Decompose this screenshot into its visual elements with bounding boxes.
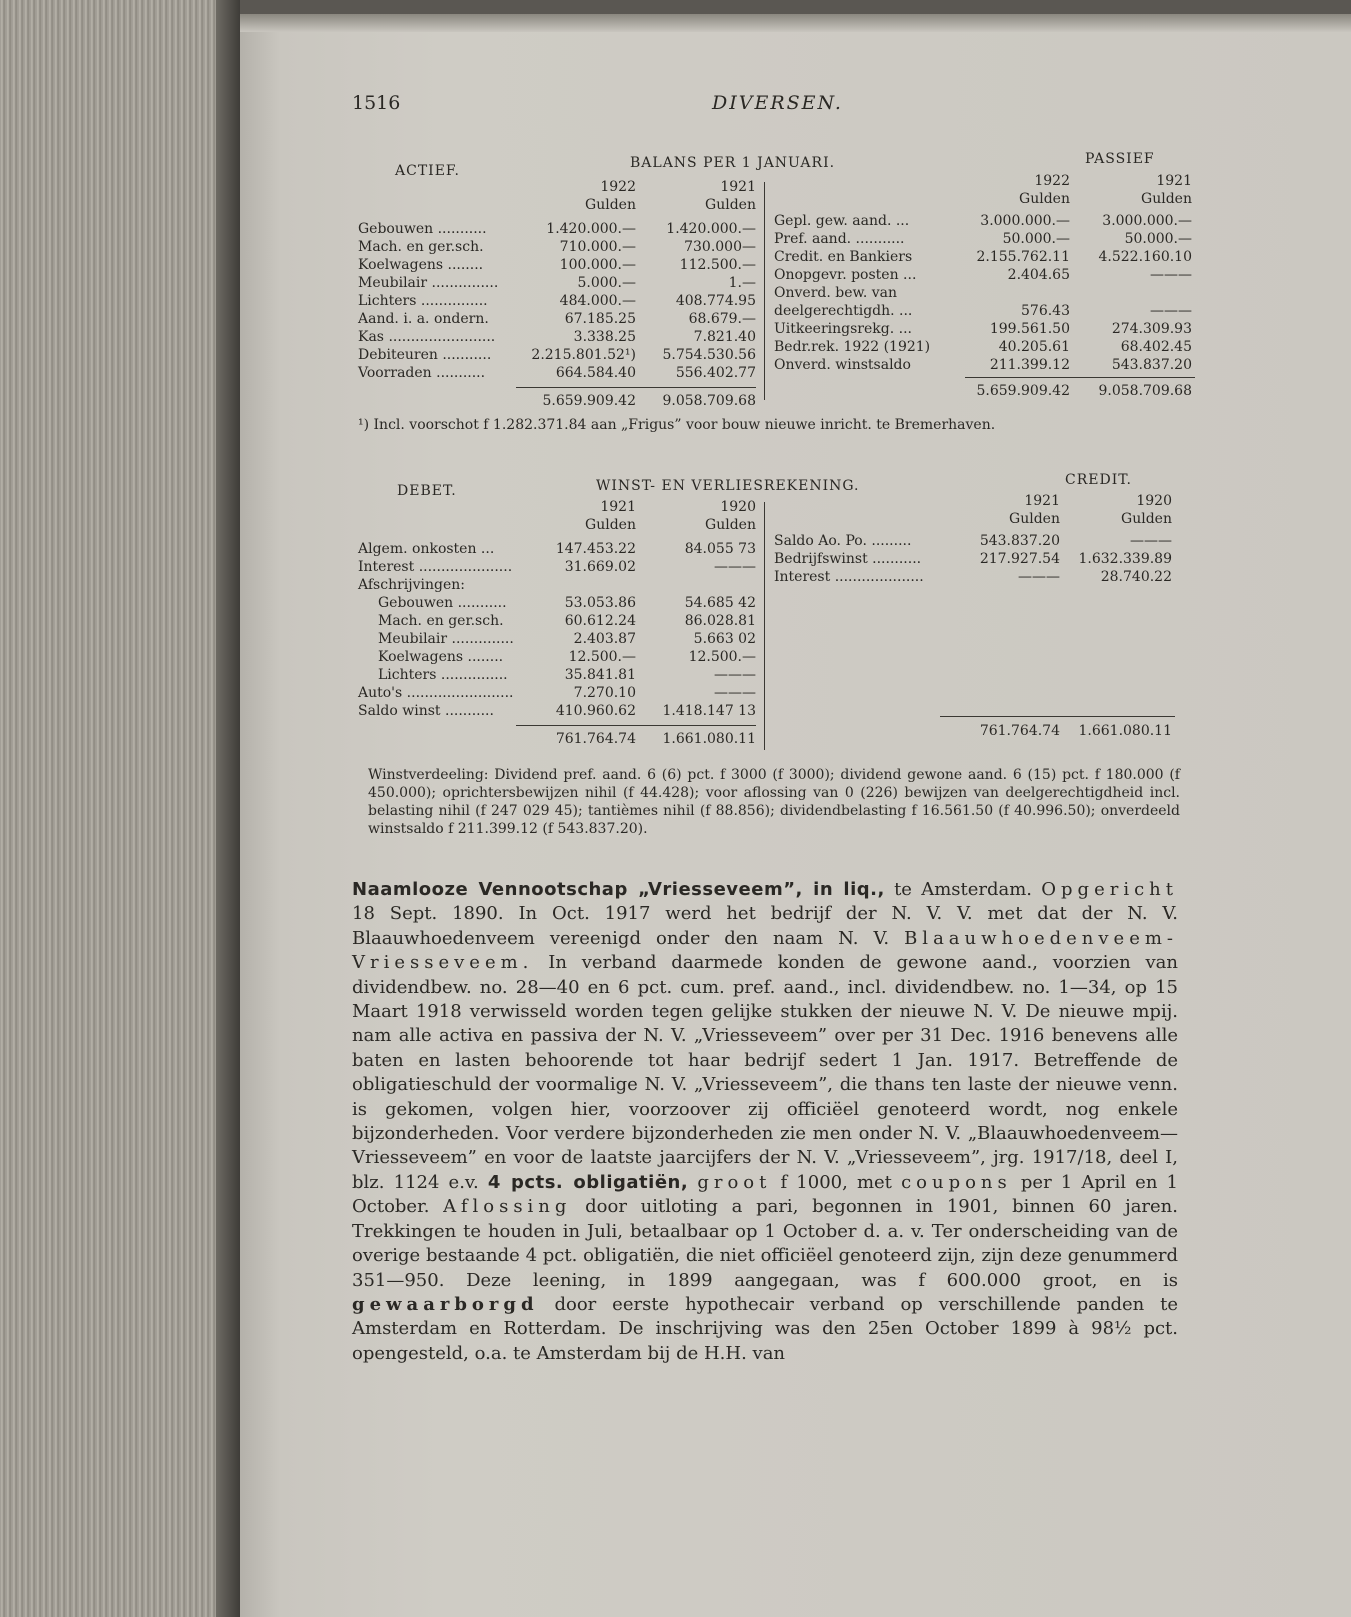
balance-passief-label: Credit. en Bankiers [774, 249, 913, 265]
balance-passief-value: 4.522.160.10 [1098, 249, 1192, 265]
article-text: per 1 April en 1 October. [352, 1171, 1178, 1218]
book-page [240, 14, 1351, 1617]
balance-passief-total: 5.659.909.42 [976, 383, 1070, 399]
balance-passief-total: 9.058.709.68 [1098, 383, 1192, 399]
book-page-edges [0, 0, 240, 1617]
balance-caption: BALANS PER 1 JANUARI. [630, 155, 836, 171]
pl-debet-value: 35.841.81 [564, 667, 636, 683]
balance-year-header: 1921 [1156, 173, 1192, 189]
pl-credit-total: 1.661.080.11 [1078, 723, 1172, 739]
pl-debet-label: Auto's ........................ [358, 685, 514, 701]
article-text: f 1000, met [771, 1171, 902, 1193]
pl-debet-label: Lichters ............... [378, 667, 508, 683]
balance-actief-label: Mach. en ger.sch. [358, 239, 484, 255]
article-text: 18 Sept. 1890. In Oct. 1917 werd het bedrijf der N. V. V. met dat der N. V. Blaauwhoedenveem vereenigd onder den naam N. V. [352, 903, 1178, 949]
balance-actief-value: 730.000— [684, 239, 756, 255]
balance-actief-value: 7.821.40 [693, 329, 756, 345]
balance-actief-value: 484.000.— [559, 293, 636, 309]
balance-passief-value: 2.404.65 [1007, 267, 1070, 283]
balance-passief-value: 199.561.50 [989, 321, 1070, 337]
balance-actief-label: Aand. i. a. ondern. [358, 311, 489, 327]
article-text: door eerste hypothecair verband op verschillende panden te Amsterdam en Rotterdam. De inschrijving was den 25en October 1899 à 98½ pct. opengesteld, o.a. te Amsterdam bij de H.H. van [352, 1293, 1178, 1364]
article-spaced-term: Opgericht [1041, 879, 1179, 900]
pl-year-header: 1921 [1024, 493, 1060, 509]
pl-debet-label: Gebouwen ........... [378, 595, 507, 611]
company-heading: Naamlooze Vennootschap „Vriesseveem”, in liq., [352, 879, 885, 900]
balance-actief-value: 5.754.530.56 [662, 347, 756, 363]
pl-credit-value: 28.740.22 [1100, 569, 1172, 585]
balance-actief-label: Lichters ............... [358, 293, 488, 309]
balance-actief-value: 710.000.— [559, 239, 636, 255]
pl-credit-total: 761.764.74 [979, 723, 1060, 739]
winstverdeeling: Winstverdeeling: Dividend pref. aand. 6 (6) pct. f 3000 (f 3000); dividend gewone aand. 6 (15) pct. f 180.000 (f 450.000); oprichtersbewijzen nihil (f 44.428); voor aflossing van 0 (226) bewijzen van deelgerechtigdheid incl. belasting nihil (f 247 029 45); tantièmes nihil (f 88.856); dividendbelasting f 16.561.50 (f 40.996.50); onverdeeld winstsaldo f 211.399.12 (f 543.837.20). [368, 767, 1180, 837]
pl-right-sum-rule [940, 716, 1175, 717]
balance-passief-label: Onverd. winstsaldo [774, 357, 911, 373]
pl-year-header: 1921 [600, 499, 636, 515]
pl-right-label: CREDIT. [1065, 472, 1132, 488]
balance-passief-value: 2.155.762.11 [976, 249, 1070, 265]
balance-passief-value: 3.000.000.— [980, 213, 1070, 229]
pl-unit-header: Gulden [585, 517, 636, 533]
balance-actief-label: Koelwagens ........ [358, 257, 484, 273]
pl-debet-value: 53.053.86 [564, 595, 636, 611]
company-article [352, 878, 1178, 1366]
pl-debet-value: 54.685 42 [684, 595, 756, 611]
article-text: te Amsterdam. [884, 879, 1042, 900]
balance-actief-value: 2.215.801.52¹) [531, 347, 636, 363]
article-text: In verband daarmede konden de gewone aand., voorzien van dividendbew. no. 28—40 en 6 pct. cum. pref. aand., incl. dividendbew. no. 1—34, op 15 Maart 1918 verwisseld worden tegen gelijke stukken der nieuwe N. V. De nieuwe mpij. nam alle activa en passiva der N. V. „Vriesseveem” over per 31 Dec. 1916 benevens alle baten en lasten behoorende tot haar bedrijf sedert 1 Jan. 1917. Betreffende de obligatieschuld der voormalige N. V. „Vriesseveem”, die thans ten laste der nieuwe venn. is gekomen, volgen hier, voorzoover zij officiëel genoteerd wordt, nog enkele bijzonderheden. Voor verdere bijzonderheden zie men onder N. V. „Blaauwhoedenveem—Vriesseveem” en voor de laatste jaarcijfers der N. V. „Vriesseveem”, jrg. 1917/18, deel I, blz. 1124 e.v. [352, 952, 1178, 1193]
balance-actief-value: 68.679.— [688, 311, 756, 327]
balance-passief-label: Gepl. gew. aand. ... [774, 213, 910, 229]
pl-debet-value: ——— [714, 559, 756, 575]
balance-actief-label: Voorraden ........... [358, 365, 486, 381]
pl-year-header: 1920 [1136, 493, 1172, 509]
bond-heading: 4 pcts. obligatiën, [487, 1171, 689, 1193]
article-spaced-term: groot [697, 1171, 772, 1193]
pl-unit-header: Gulden [705, 517, 756, 533]
pl-debet-value: 410.960.62 [555, 703, 636, 719]
pl-credit-label: Saldo Ao. Po. ......... [774, 533, 912, 549]
article-text: door uitloting a pari, begonnen in 1901, binnen 60 jaren. Trekkingen te houden in Juli, betaalbaar op 1 October d. a. v. Ter onderscheiding van de overige bestaande 4 pct. obligatiën, die niet officiëel genoteerd zijn, zijn deze genummerd 351—950. Deze leening, in 1899 aangegaan, was f 600.000 groot, en is [352, 1196, 1178, 1291]
pl-debet-value: 60.612.24 [564, 613, 636, 629]
pl-debet-value: 86.028.81 [684, 613, 756, 629]
balance-unit-header: Gulden [585, 197, 636, 213]
balance-passief-value: 40.205.61 [998, 339, 1070, 355]
pl-debet-label: Saldo winst ........... [358, 703, 494, 719]
pl-debet-value: 5.663 02 [693, 631, 756, 647]
balance-right-label: PASSIEF [1085, 151, 1155, 167]
balance-actief-label: Kas ........................ [358, 329, 496, 345]
balance-passief-label: Onopgevr. posten ... [774, 267, 917, 283]
pl-caption: WINST- EN VERLIESREKENING. [596, 478, 860, 494]
balance-actief-value: 556.402.77 [675, 365, 756, 381]
pl-credit-value: ——— [1130, 533, 1172, 549]
profit-loss-account [240, 14, 1351, 774]
pl-debet-total: 761.764.74 [555, 731, 636, 747]
balance-passief-label: Uitkeeringsrekg. ... [774, 321, 912, 337]
balance-passief-value: ——— [1150, 303, 1192, 319]
balance-passief-label: deelgerechtigdh. ... [774, 303, 913, 319]
pl-debet-label: Afschrijvingen: [358, 577, 465, 593]
pl-left-label: DEBET. [397, 483, 457, 499]
page-number: 1516 [352, 92, 401, 114]
balance-passief-label: Onverd. bew. van [774, 285, 897, 301]
pl-debet-value: ——— [714, 667, 756, 683]
pl-debet-label: Algem. onkosten ... [358, 541, 495, 557]
balance-passief-value: 274.309.93 [1111, 321, 1192, 337]
balance-actief-value: 112.500.— [679, 257, 756, 273]
balance-passief-value: 50.000.— [1124, 231, 1192, 247]
pl-debet-value: 7.270.10 [573, 685, 636, 701]
pl-debet-label: Interest ..................... [358, 559, 513, 575]
balance-unit-header: Gulden [1141, 191, 1192, 207]
balance-actief-label: Debiteuren ........... [358, 347, 492, 363]
balance-actief-total: 9.058.709.68 [662, 393, 756, 409]
balance-actief-total: 5.659.909.42 [542, 393, 636, 409]
pl-unit-header: Gulden [1009, 511, 1060, 527]
balance-actief-value: 1.420.000.— [666, 221, 756, 237]
pl-debet-value: 1.418.147 13 [662, 703, 756, 719]
pl-left-sum-rule [516, 725, 756, 726]
pl-debet-label: Mach. en ger.sch. [378, 613, 504, 629]
balance-actief-value: 67.185.25 [564, 311, 636, 327]
pl-debet-value: 12.500.— [568, 649, 636, 665]
pl-debet-value: 147.453.22 [555, 541, 636, 557]
balance-actief-value: 664.584.40 [555, 365, 636, 381]
balance-year-header: 1922 [1034, 173, 1070, 189]
pl-debet-value: 12.500.— [688, 649, 756, 665]
pl-debet-value: 31.669.02 [564, 559, 636, 575]
pl-unit-header: Gulden [1121, 511, 1172, 527]
pl-debet-value: 84.055 73 [684, 541, 756, 557]
pl-credit-value: 543.837.20 [979, 533, 1060, 549]
balance-left-label: ACTIEF. [395, 163, 460, 179]
pl-credit-value: 1.632.339.89 [1078, 551, 1172, 567]
balance-year-header: 1921 [720, 179, 756, 195]
pl-divider [764, 502, 765, 750]
pl-year-header: 1920 [720, 499, 756, 515]
pl-credit-value: 217.927.54 [979, 551, 1060, 567]
pl-credit-label: Bedrijfswinst ........... [774, 551, 922, 567]
pl-credit-label: Interest .................... [774, 569, 924, 585]
balance-actief-value: 1.420.000.— [546, 221, 636, 237]
balance-passief-value: ——— [1150, 267, 1192, 283]
balance-actief-value: 3.338.25 [573, 329, 636, 345]
pl-debet-value: ——— [714, 685, 756, 701]
balance-passief-value: 576.43 [1021, 303, 1070, 319]
balance-actief-label: Meubilair ............... [358, 275, 499, 291]
balance-footnote: ¹) Incl. voorschot f 1.282.371.84 aan „Frigus” voor bouw nieuwe inricht. te Bremerhaven. [358, 417, 996, 433]
balance-passief-value: 68.402.45 [1120, 339, 1192, 355]
balance-actief-value: 100.000.— [559, 257, 636, 273]
article-spaced-term: coupons [901, 1171, 1012, 1193]
balance-passief-value: 211.399.12 [989, 357, 1070, 373]
balance-unit-header: Gulden [705, 197, 756, 213]
balance-passief-value: 3.000.000.— [1102, 213, 1192, 229]
pl-debet-total: 1.661.080.11 [662, 731, 756, 747]
balance-unit-header: Gulden [1019, 191, 1070, 207]
pl-credit-value: ——— [1018, 569, 1060, 585]
article-spaced-term: Blaauwhoedenveem-Vriesseveem. [352, 927, 1178, 974]
page-title: DIVERSEN. [712, 92, 843, 114]
pl-debet-label: Meubilair .............. [378, 631, 514, 647]
pl-debet-label: Koelwagens ........ [378, 649, 504, 665]
balance-year-header: 1922 [600, 179, 636, 195]
balance-passief-label: Bedr.rek. 1922 (1921) [774, 339, 931, 355]
balance-actief-value: 1.— [728, 275, 756, 291]
article-spaced-term: gewaarborgd [352, 1293, 539, 1315]
balance-passief-label: Pref. aand. ........... [774, 231, 905, 247]
balance-actief-value: 5.000.— [577, 275, 636, 291]
balance-passief-value: 543.837.20 [1111, 357, 1192, 373]
balance-passief-value: 50.000.— [1002, 231, 1070, 247]
balance-actief-label: Gebouwen ........... [358, 221, 487, 237]
balance-actief-value: 408.774.95 [675, 293, 756, 309]
article-spaced-term: Aflossing [443, 1196, 572, 1218]
pl-debet-value: 2.403.87 [573, 631, 636, 647]
